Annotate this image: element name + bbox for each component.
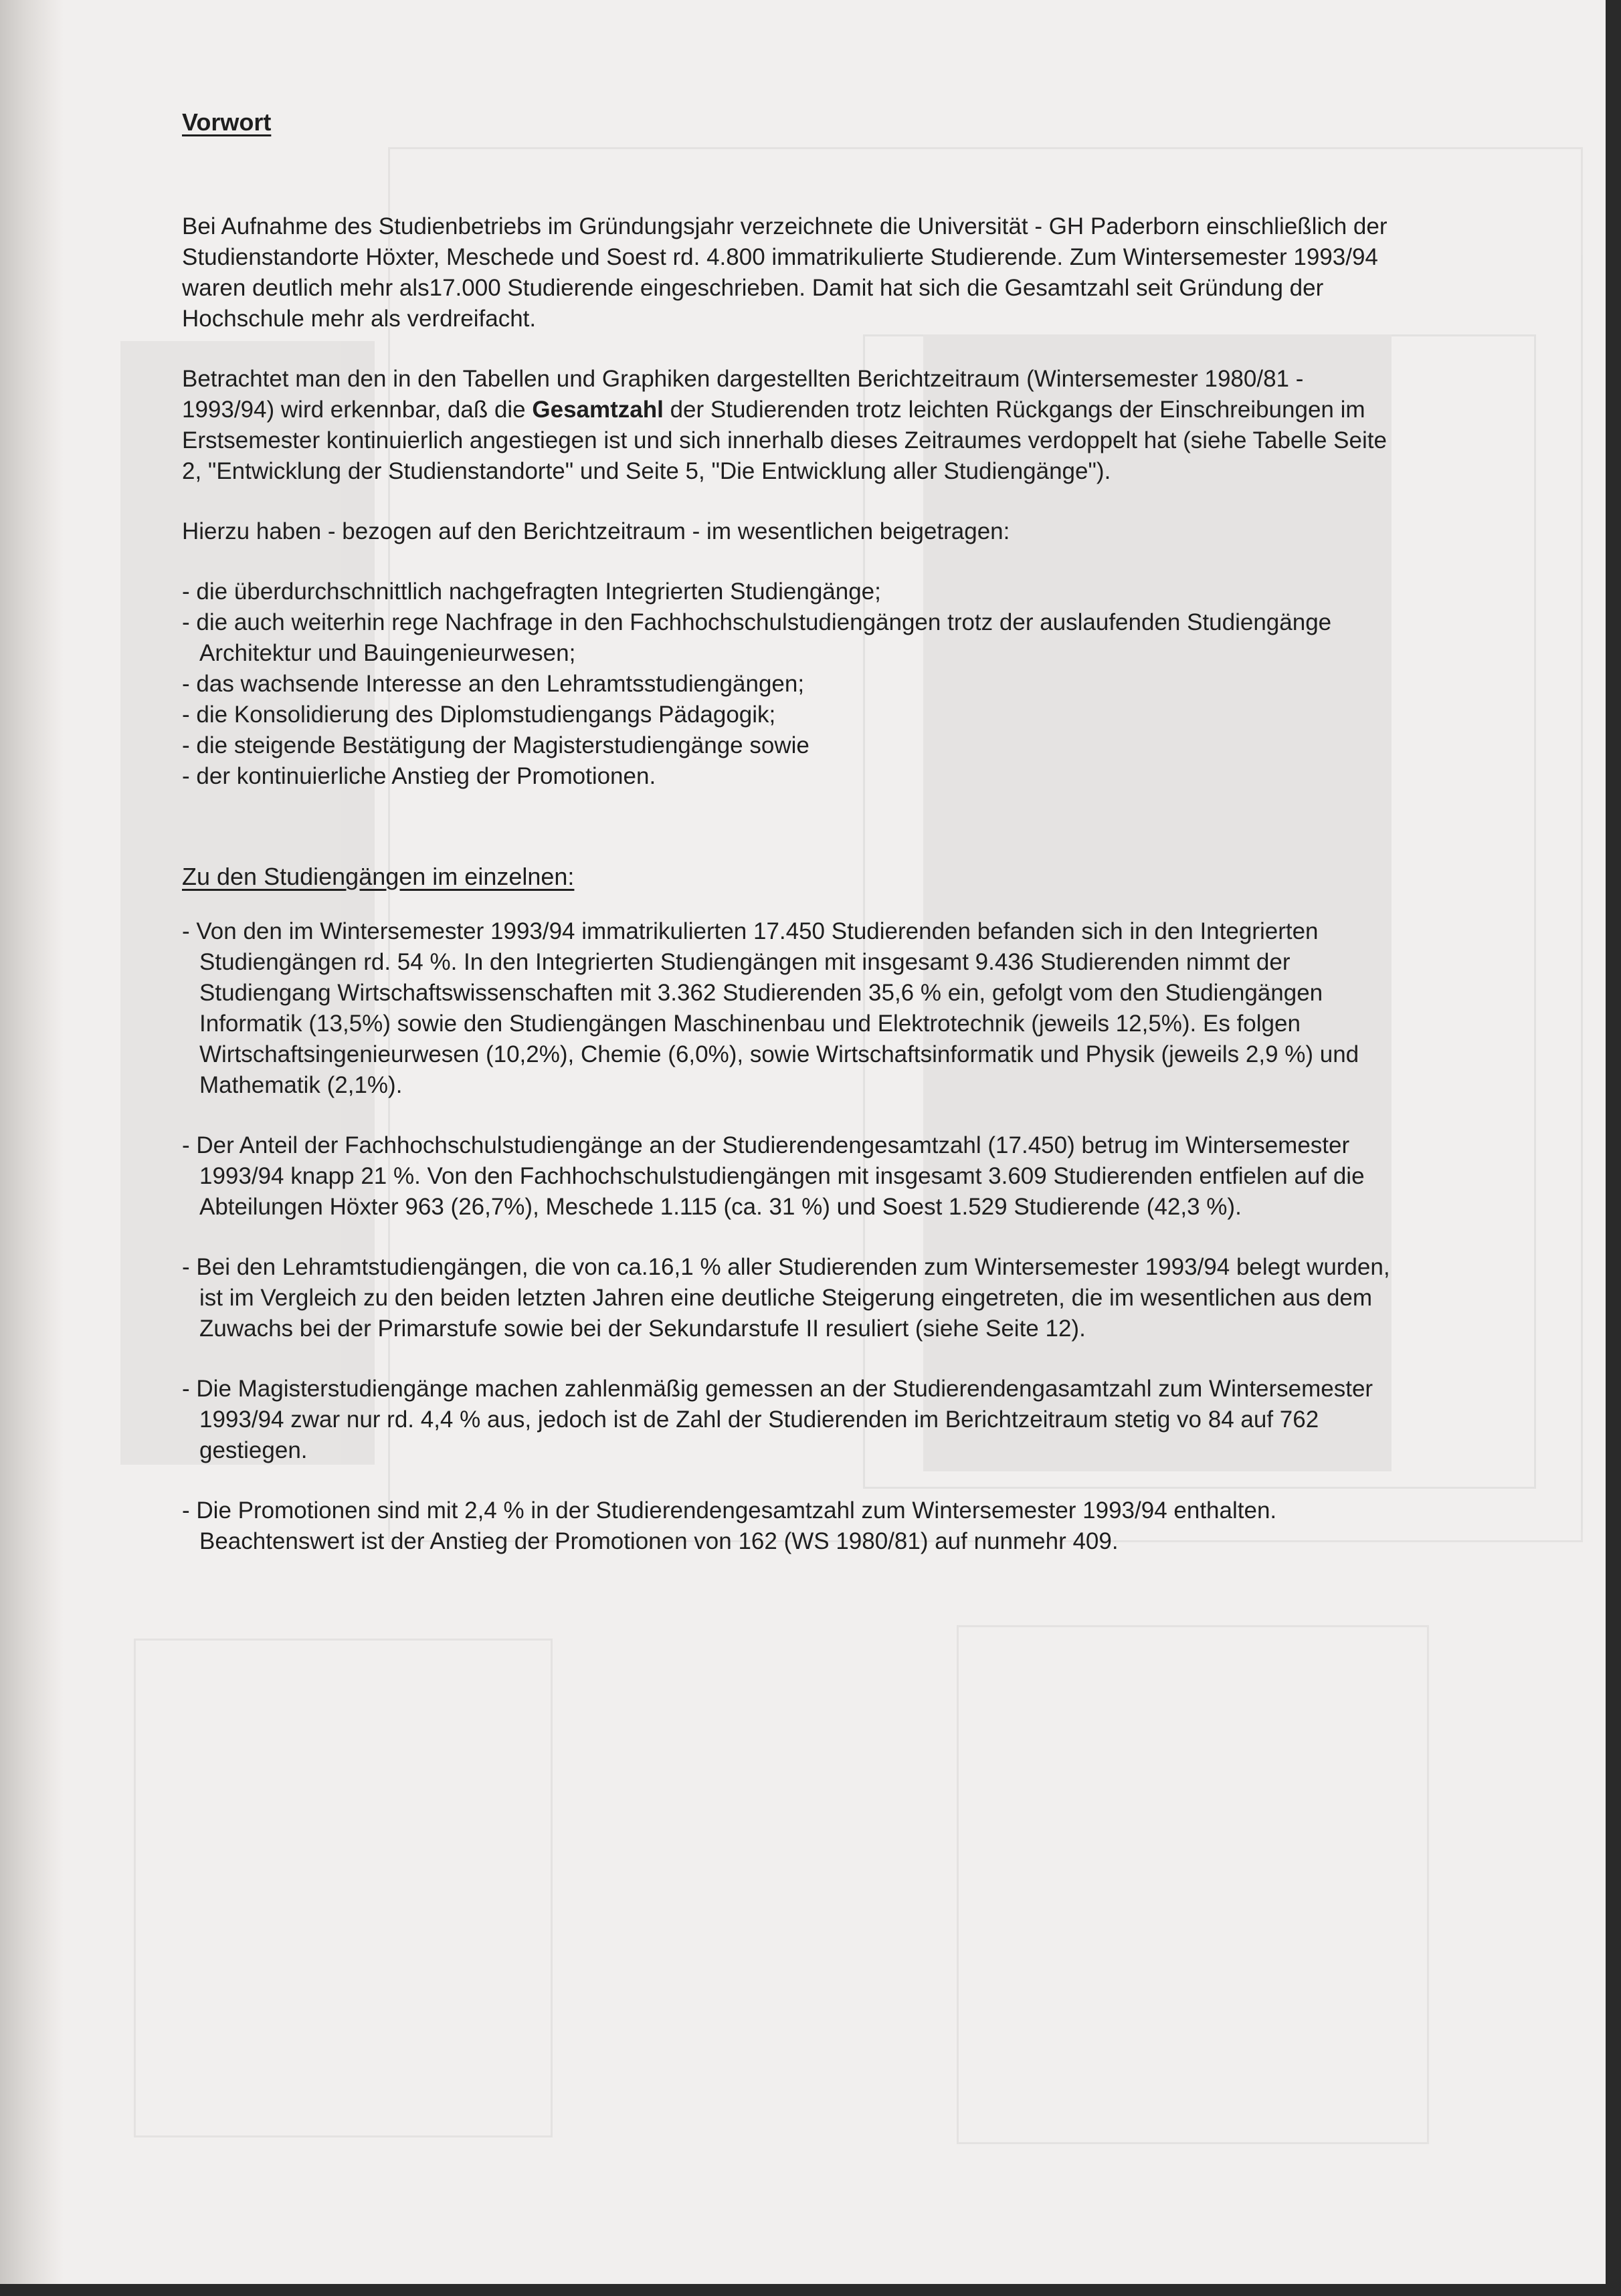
details-list (182, 916, 1400, 1557)
page-binding-shadow (0, 0, 64, 2284)
intro-paragraph: Bei Aufnahme des Studienbetriebs im Gründungsjahr verzeichnete die Universität - GH Paderborn einschließlich der Studienstandorte Höxter, Meschede und Soest rd. 4.800 immatrikulierte Studierende. Zum Wintersemester 1993/94 waren deutlich mehr als17.000 Studierende eingeschrieben. Damit hat sich die Gesamtzahl seit Gründung der Hochschule mehr als verdreifacht. (182, 213, 1388, 332)
list-item: - die steigende Bestätigung der Magisterstudiengänge sowie (182, 730, 1400, 761)
detail-integrated-programs: - Von den im Wintersemester 1993/94 immatrikulierten 17.450 Studierenden befanden sich in den Integrierten Studiengängen rd. 54 %. In den Integrierten Studiengängen mit insgesamt 9.436 Studierenden nimmt der Studiengang Wirtschaftswissenschaften mit 3.362 Studierenden 35,6 % ein, gefolgt vom den Studiengängen Informatik (13,5%) sowie den Studiengängen Maschinenbau und Elektrotechnik (jeweils 12,5%). Es folgen Wirtschaftsingenieurwesen (10,2%), Chemie (6,0%), sowie Wirtschaftsinformatik und Physik (jeweils 2,9 %) und Mathematik (2,1%). (182, 916, 1400, 1101)
document-content (182, 107, 1400, 1586)
detail-teaching-programs: - Bei den Lehramtstudiengängen, die von ca.16,1 % aller Studierenden zum Wintersemester 1993/94 belegt wurden, ist im Vergleich zu den beiden letzten Jahren eine deutliche Steigerung eingetreten, die im wesentlichen aus dem Zuwachs bei der Primarstufe sowie bei der Sekundarstufe II resuliert (siehe Seite 12). (182, 1252, 1400, 1344)
overview-text-before: Betrachtet man den in den Tabellen und Graphiken dargestellten Berichtzeitraum (Wintersemester 1980/81 - 1993/94) wird erkennbar, daß die (182, 366, 1304, 423)
overview-text-after: der Studierenden trotz leichten Rückgangs der Einschreibungen im Erstsemester kontinuierlich angestiegen ist und sich innerhalb dieses Zeitraumes verdoppelt hat (siehe Tabelle Seite 2, "Entwicklung der Studienstandorte" und Seite 5, "Die Entwicklung aller Studiengänge"). (182, 397, 1387, 484)
page-heading: Vorwort (182, 108, 272, 136)
detail-doctorates: - Die Promotionen sind mit 2,4 % in der Studierendengesamtzahl zum Wintersemester 1993/94 enthalten. Beachtenswert ist der Anstieg der Promotionen von 162 (WS 1980/81) auf nunmehr 409. (182, 1495, 1400, 1557)
detail-fh-programs: - Der Anteil der Fachhochschulstudiengänge an der Studierendengesamtzahl (17.450) betrug im Wintersemester 1993/94 knapp 21 %. Von den Fachhochschulstudiengängen mit insgesamt 3.609 Studierenden entfielen auf die Abteilungen Höxter 963 (26,7%), Meschede 1.115 (ca. 31 %) und Soest 1.529 Studierende (42,3 %). (182, 1130, 1400, 1223)
detail-magister-programs: - Die Magisterstudiengänge machen zahlenmäßig gemessen an der Studierendengasamtzahl zum Wintersemester 1993/94 zwar nur rd. 4,4 % aus, jedoch ist de Zahl der Studierenden im Berichtzeitraum stetig vo 84 auf 762 gestiegen. (182, 1374, 1400, 1466)
list-item: - das wachsende Interesse an den Lehramtsstudiengängen; (182, 669, 1400, 700)
section-heading: Zu den Studiengängen im einzelnen: (182, 863, 575, 890)
list-item: - die auch weiterhin rege Nachfrage in den Fachhochschulstudiengängen trotz der auslaufenden Studiengänge Architektur und Bauingenieurwesen; (182, 607, 1400, 669)
list-item: - die Konsolidierung des Diplomstudiengangs Pädagogik; (182, 700, 1400, 730)
contributions-list (182, 577, 1400, 792)
list-item: - die überdurchschnittlich nachgefragten Integrierten Studiengänge; (182, 577, 1400, 607)
overview-text-bold: Gesamtzahl (532, 397, 664, 423)
list-item: - der kontinuierliche Anstieg der Promotionen. (182, 761, 1400, 792)
contributions-intro: Hierzu haben - bezogen auf den Berichtzeitraum - im wesentlichen beigetragen: (182, 518, 1010, 544)
overview-paragraph (182, 364, 1400, 487)
